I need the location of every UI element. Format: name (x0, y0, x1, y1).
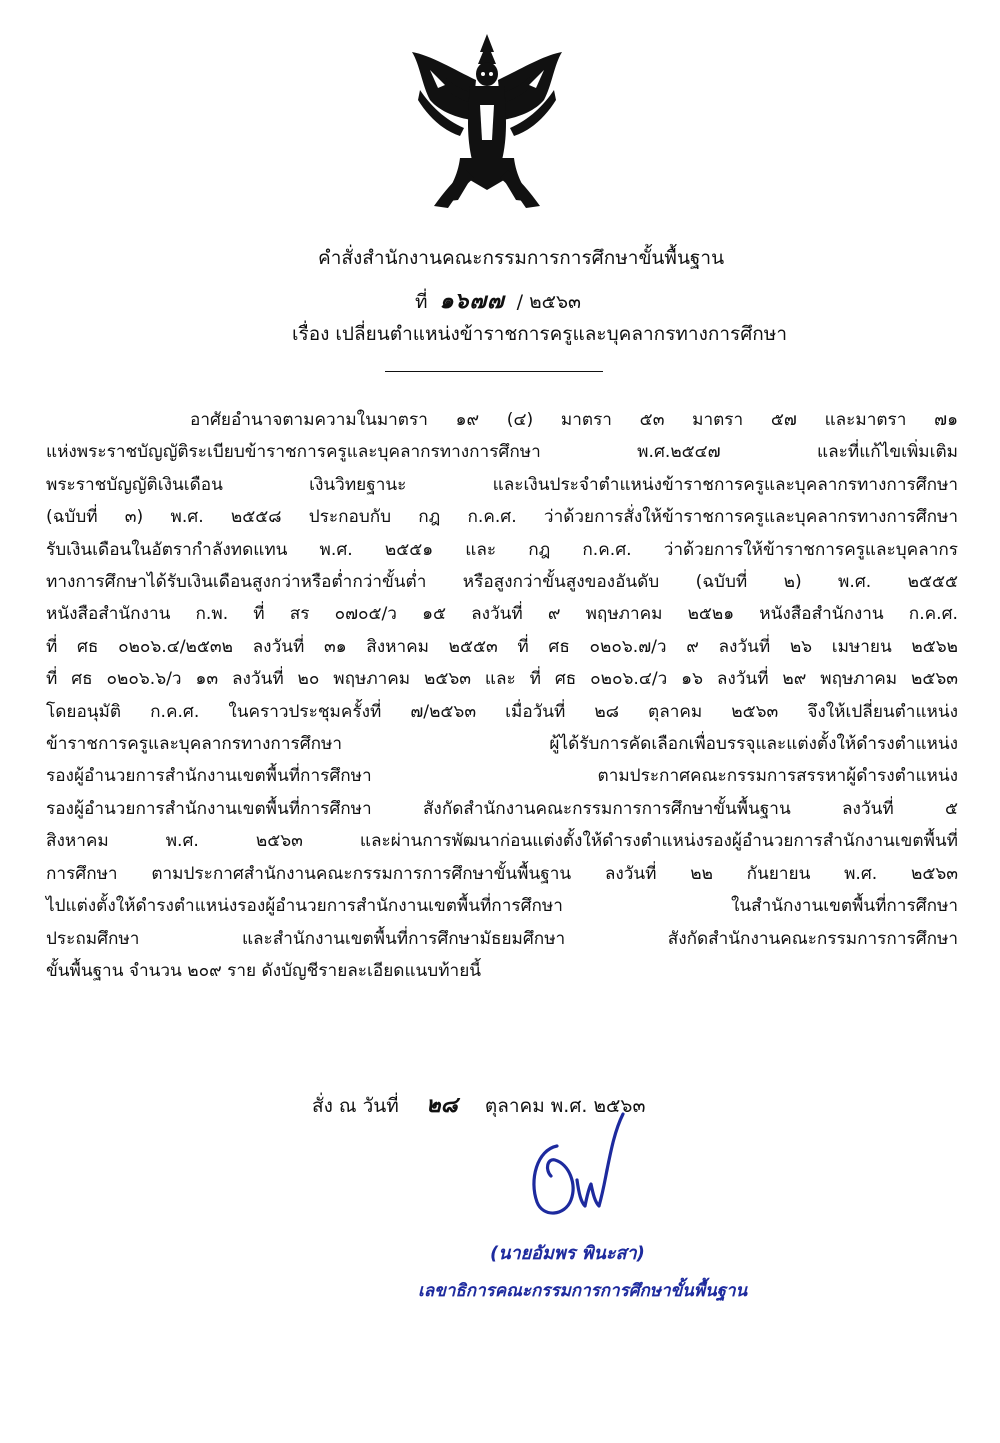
body-line: ประถมศึกษา และสำนักงานเขตพื้นที่การศึกษามัธยมศึกษา สังกัดสำนักงานคณะกรรมการการศึกษา (46, 928, 958, 949)
body-line: ที่ ศธ ๐๒๐๖.๖/ว ๑๓ ลงวันที่ ๒๐ พฤษภาคม ๒๕๖๓ และ ที่ ศธ ๐๒๐๖.๔/ว ๑๖ ลงวันที่ ๒๙ พฤษภาคม ๒๕๖๓ (46, 669, 958, 690)
order-subject: เรื่อง เปลี่ยนตำแหน่งข้าราชการครูและบุคลากรทางการศึกษา (292, 323, 788, 345)
handwritten-number: ๑๖๗๗ (439, 289, 505, 314)
handwritten-day: ๒๘ (426, 1093, 458, 1118)
divider (385, 371, 603, 372)
body-line: ที่ ศธ ๐๒๐๖.๔/๒๕๓๒ ลงวันที่ ๓๑ สิงหาคม ๒๕๕๓ ที่ ศธ ๐๒๐๖.๗/ว ๙ ลงวันที่ ๒๖ เมษายน ๒๕๖๒ (46, 636, 958, 657)
number-prefix: ที่ (415, 291, 428, 313)
body-line: สิงหาคม พ.ศ. ๒๕๖๓ และผ่านการพัฒนาก่อนแต่งตั้งให้ดำรงตำแหน่งรองผู้อำนวยการสำนักงานเขตพื้นที่ (46, 831, 958, 852)
body-line: แห่งพระราชบัญญัติระเบียบข้าราชการครูและบุคลากรทางการศึกษา พ.ศ.๒๕๔๗ และที่แก้ไขเพิ่มเติม (46, 442, 958, 463)
body-line: หนังสือสำนักงาน ก.พ. ที่ สร ๐๗๐๕/ว ๑๕ ลงวันที่ ๙ พฤษภาคม ๒๕๒๑ หนังสือสำนักงาน ก.ค.ศ. (46, 604, 958, 625)
order-title: คำสั่งสำนักงานคณะกรรมการการศึกษาขั้นพื้นฐาน (318, 247, 725, 269)
date-prefix: สั่ง ณ วันที่ (312, 1095, 399, 1117)
body-line: ทางการศึกษาได้รับเงินเดือนสูงกว่าหรือต่ำกว่าขั้นต่ำ หรือสูงกว่าขั้นสูงของอันดับ (ฉบับที่ ๒) พ.ศ. ๒๕๕๕ (46, 572, 958, 593)
signer-name: (นายอัมพร พินะสา) (490, 1243, 645, 1264)
garuda-emblem-icon (400, 30, 575, 215)
body-line: (ฉบับที่ ๓) พ.ศ. ๒๕๕๘ ประกอบกับ กฎ ก.ค.ศ. ว่าด้วยการสั่งให้ข้าราชการครูและบุคลากรทางการศึกษา (46, 507, 958, 528)
handwritten-signature (525, 1110, 645, 1230)
date-month-year: ตุลาคม พ.ศ. ๒๕๖๓ (484, 1095, 646, 1117)
body-line: ขั้นพื้นฐาน จำนวน ๒๐๙ ราย ดังบัญชีรายละเอียดแนบท้ายนี้ (46, 960, 482, 981)
body-line: อาศัยอำนาจตามความในมาตรา ๑๙ (๔) มาตรา ๕๓ มาตรา ๕๗ และมาตรา ๗๑ (190, 410, 958, 430)
order-body (46, 404, 958, 987)
number-suffix: / ๒๕๖๓ (516, 291, 582, 313)
body-line: รับเงินเดือนในอัตรากำลังทดแทน พ.ศ. ๒๕๕๑ และ กฎ ก.ค.ศ. ว่าด้วยการให้ข้าราชการครูและบุคลากร (46, 539, 958, 560)
body-line: โดยอนุมัติ ก.ค.ศ. ในคราวประชุมครั้งที่ ๗/๒๕๖๓ เมื่อวันที่ ๒๘ ตุลาคม ๒๕๖๓ จึงให้เปลี่ยนตำแหน่ง (46, 701, 958, 722)
signer-title: เลขาธิการคณะกรรมการการศึกษาขั้นพื้นฐาน (418, 1281, 748, 1301)
body-line: พระราชบัญญัติเงินเดือน เงินวิทยฐานะ และเงินประจำตำแหน่งข้าราชการครูและบุคลากรทางการศึกษา (46, 474, 958, 495)
order-number (415, 283, 1000, 318)
body-line: รองผู้อำนวยการสำนักงานเขตพื้นที่การศึกษา สังกัดสำนักงานคณะกรรมการการศึกษาขั้นพื้นฐาน ลงวันที่ ๕ (46, 798, 958, 819)
body-line: ข้าราชการครูและบุคลากรทางการศึกษา ผู้ได้รับการคัดเลือกเพื่อบรรจุและแต่งตั้งให้ดำรงตำแหน่ง (46, 734, 958, 755)
body-line: ไปแต่งตั้งให้ดำรงตำแหน่งรองผู้อำนวยการสำนักงานเขตพื้นที่การศึกษา ในสำนักงานเขตพื้นที่การศึกษา (46, 896, 958, 917)
body-line: การศึกษา ตามประกาศสำนักงานคณะกรรมการการศึกษาขั้นพื้นฐาน ลงวันที่ ๒๒ กันยายน พ.ศ. ๒๕๖๓ (46, 863, 958, 884)
body-line: รองผู้อำนวยการสำนักงานเขตพื้นที่การศึกษา ตามประกาศคณะกรรมการสรรหาผู้ดำรงตำแหน่ง (46, 766, 958, 787)
